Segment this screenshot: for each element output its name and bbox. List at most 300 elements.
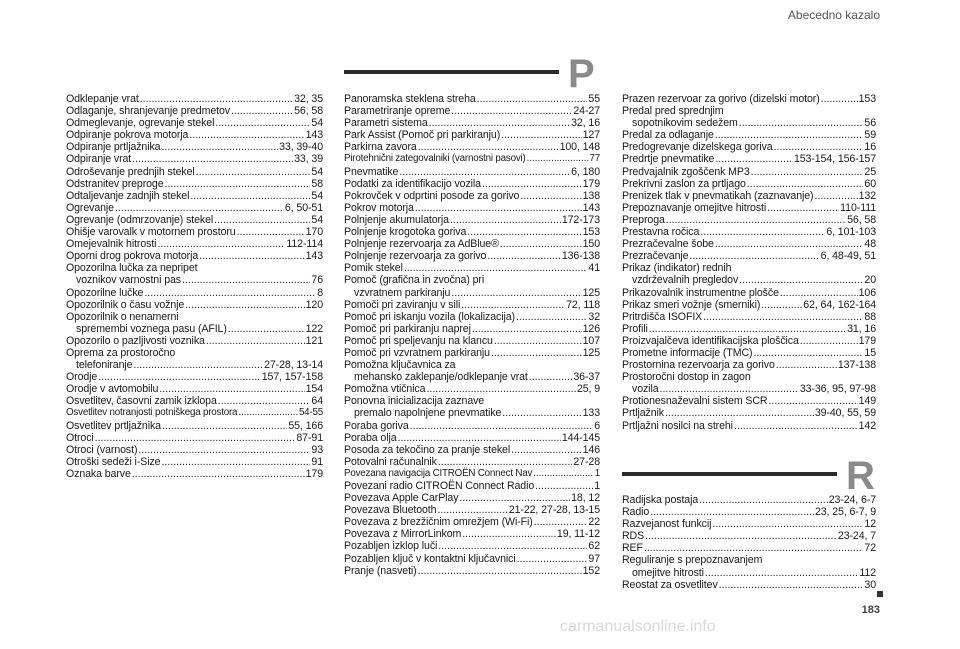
index-column-r xyxy=(622,494,876,591)
entry-pages: 54 xyxy=(311,165,323,178)
index-entry xyxy=(622,202,876,214)
dot-leader xyxy=(161,141,278,153)
index-entry xyxy=(344,214,600,226)
index-subentry xyxy=(622,383,876,395)
index-entry xyxy=(344,516,600,528)
entry-pages: 120 xyxy=(305,298,323,311)
entry-term: RDS xyxy=(622,530,645,543)
index-entry xyxy=(66,335,323,347)
dot-leader xyxy=(800,335,858,347)
entry-pages: 1 xyxy=(594,480,600,492)
entry-pages: 150 xyxy=(582,238,600,251)
letter-r-heading: R xyxy=(846,454,875,498)
dot-leader xyxy=(228,323,305,335)
entry-pages: 33, 39-40 xyxy=(279,141,323,154)
index-entry xyxy=(622,407,876,419)
dot-leader xyxy=(161,456,310,468)
dot-leader xyxy=(115,202,284,214)
entry-term: Predvajalnik zgoščenk MP3 xyxy=(622,165,750,178)
entry-term: Polnjenje rezervoarja za AdBlue® xyxy=(344,238,499,251)
entry-term: spremembi voznega pasu (AFIL) xyxy=(76,322,227,335)
index-entry xyxy=(66,420,323,432)
dot-leader xyxy=(715,238,864,250)
dot-leader xyxy=(705,567,859,579)
entry-term: Povezana navigacija CITROËN Connect Nav xyxy=(344,467,533,479)
entry-term: Podatki za identifikacijo vozila xyxy=(344,177,481,190)
entry-term: Pomoč pri parkiranju naprej xyxy=(344,322,471,335)
dot-leader xyxy=(404,262,588,274)
index-entry xyxy=(622,178,876,190)
index-entry xyxy=(344,238,600,250)
dot-leader xyxy=(502,407,581,419)
entry-pages: 64 xyxy=(311,395,323,408)
index-entry xyxy=(344,262,600,274)
entry-term: premalo napolnjene pnevmatike xyxy=(354,407,502,420)
index-entry xyxy=(344,528,600,540)
dot-leader xyxy=(418,141,559,153)
entry-term: Prometne informacije (TMC) xyxy=(622,346,753,359)
entry-pages: 153 xyxy=(582,226,600,239)
entry-term: Pokrovček v odprtini posode za gorivo xyxy=(344,189,520,202)
entry-term: Pomoči pri zaviranju v sili xyxy=(344,298,461,311)
dot-leader xyxy=(703,311,863,323)
index-entry xyxy=(622,311,876,323)
index-entry xyxy=(344,129,600,141)
index-entry-heading: Opozorilna lučka za nepripet xyxy=(66,262,198,275)
dot-leader xyxy=(238,407,298,419)
dot-leader xyxy=(429,117,570,129)
dot-leader xyxy=(689,250,819,262)
entry-term: Pritrdišča ISOFIX xyxy=(622,310,703,323)
entry-term: Pomik stekel xyxy=(344,262,403,275)
index-entry xyxy=(344,444,600,456)
index-entry xyxy=(622,335,876,347)
dot-leader xyxy=(98,371,261,383)
entry-term: Parametri sistema xyxy=(344,117,428,130)
index-entry xyxy=(66,178,323,190)
index-entry-heading: Oprema za prostoročno xyxy=(66,346,176,359)
entry-term: Odpiranje pokrova motorja xyxy=(66,129,189,142)
index-entry xyxy=(622,518,876,530)
entry-term: Prezračevanje xyxy=(622,250,689,263)
entry-term: Profili xyxy=(622,322,648,335)
entry-pages: 149 xyxy=(858,395,876,408)
index-entry-heading: Pomožna ključavnica za xyxy=(344,359,456,372)
index-entry xyxy=(622,141,876,153)
index-entry xyxy=(622,153,876,165)
index-entry xyxy=(344,141,600,153)
index-entry xyxy=(622,420,876,432)
entry-term: Pomoč pri speljevanju na klancu xyxy=(344,334,493,347)
dot-leader xyxy=(700,226,825,238)
index-entry xyxy=(622,530,876,542)
dot-leader xyxy=(199,250,304,262)
index-column-1 xyxy=(66,93,323,480)
entry-pages: 112 xyxy=(859,566,876,579)
index-entry xyxy=(344,153,600,165)
dot-leader xyxy=(159,383,304,395)
entry-term: Poraba olja xyxy=(344,431,397,444)
index-subentry xyxy=(344,371,600,383)
entry-term: Orodje v avtomobilu xyxy=(66,383,159,396)
entry-term: Povezava Bluetooth xyxy=(344,504,437,517)
entry-term: Ohišje varovalk v motornem prostoru xyxy=(66,226,236,239)
entry-term: Panoramska steklena streha xyxy=(344,93,476,105)
dot-leader xyxy=(645,530,837,542)
dot-leader xyxy=(712,518,863,530)
index-entry-heading: Opozorilnik o nenamerni xyxy=(66,310,179,323)
dot-leader xyxy=(753,347,863,359)
index-entry xyxy=(622,359,876,371)
index-entry xyxy=(66,468,323,480)
dot-leader xyxy=(715,129,864,141)
entry-term: Pokrov motorja xyxy=(344,201,414,214)
entry-pages: 36-37 xyxy=(573,371,600,384)
dot-leader xyxy=(398,432,561,444)
entry-term: Radio xyxy=(622,506,650,519)
entry-term: Odklepanje vrat xyxy=(66,93,139,105)
index-entry xyxy=(66,190,323,202)
entry-pages: 112-114 xyxy=(286,238,323,251)
dot-leader xyxy=(218,395,311,407)
index-subentry xyxy=(622,567,876,579)
entry-term: Prostornina rezervoarja za gorivo xyxy=(622,359,775,372)
entry-pages: 72, 118 xyxy=(566,298,600,311)
entry-term: Odlaganje, shranjevanje predmetov xyxy=(66,105,230,118)
entry-pages: 126 xyxy=(582,322,600,335)
dot-leader xyxy=(467,226,581,238)
entry-pages: 142 xyxy=(858,419,876,432)
entry-term: Opozorilne lučke xyxy=(66,286,144,299)
entry-pages: 125 xyxy=(582,286,600,299)
entry-term: Opozorilo o pazljivosti voznika xyxy=(66,334,205,347)
index-entry xyxy=(344,432,600,444)
dot-leader xyxy=(761,299,802,311)
entry-pages: 72 xyxy=(864,542,876,555)
dot-leader xyxy=(459,492,570,504)
entry-pages: 1 xyxy=(594,467,600,479)
entry-term: Predrtje pnevmatike xyxy=(622,153,715,166)
entry-pages: 93 xyxy=(311,443,323,456)
dot-leader xyxy=(144,287,316,299)
index-entry xyxy=(66,202,323,214)
entry-pages: 32 xyxy=(588,310,600,323)
index-entry xyxy=(66,117,323,129)
dot-leader xyxy=(815,190,858,202)
index-subentry xyxy=(66,274,323,286)
entry-term: voznikov varnostni pas xyxy=(76,274,181,287)
entry-pages: 27-28 xyxy=(573,455,600,468)
dot-leader xyxy=(739,274,863,286)
entry-pages: 170 xyxy=(305,226,323,239)
dot-leader xyxy=(517,553,588,565)
entry-term: vozila xyxy=(632,383,659,396)
entry-pages: 143 xyxy=(305,250,323,263)
entry-pages: 6, 180 xyxy=(571,165,600,178)
dot-leader xyxy=(450,214,561,226)
entry-pages: 6 xyxy=(594,419,600,432)
index-subentry xyxy=(66,359,323,371)
index-entry xyxy=(622,214,876,226)
dot-leader xyxy=(529,371,573,383)
dot-leader xyxy=(774,141,864,153)
entry-term: Povezava Apple CarPlay xyxy=(344,492,459,505)
entry-term: Oporni drog pokrova motorja xyxy=(66,250,199,263)
entry-term: Odpiranje vrat xyxy=(66,153,132,166)
entry-pages: 138 xyxy=(582,189,600,202)
entry-term: vzdrževalnih pregledov xyxy=(632,274,739,287)
entry-pages: 153 xyxy=(858,93,876,105)
index-entry xyxy=(66,444,323,456)
entry-term: Orodje xyxy=(66,371,98,384)
index-entry-heading: Predal pred sprednjim xyxy=(622,105,724,118)
index-entry xyxy=(344,299,600,311)
index-entry xyxy=(344,504,600,516)
dot-leader xyxy=(214,214,310,226)
entry-term: Pnevmatike xyxy=(344,165,399,178)
dot-leader xyxy=(189,129,304,141)
index-entry xyxy=(622,287,876,299)
entry-term: Parkirna zavora xyxy=(344,141,417,154)
entry-term: REF xyxy=(622,542,643,555)
entry-pages: 136-138 xyxy=(561,250,600,263)
entry-term: Pranje (nasveti) xyxy=(344,564,417,577)
entry-pages: 54 xyxy=(311,117,323,130)
index-subentry xyxy=(344,407,600,419)
index-entry-heading: Prikaz (indikator) rednih xyxy=(622,262,732,275)
entry-pages: 22 xyxy=(588,516,600,529)
entry-term: Odstranitev preproge xyxy=(66,177,164,190)
index-entry xyxy=(66,371,323,383)
index-entry xyxy=(344,565,600,577)
dot-leader xyxy=(133,359,263,371)
dot-leader xyxy=(767,202,839,214)
dot-leader xyxy=(751,166,864,178)
entry-term: Pozabljen izklop luči xyxy=(344,540,438,553)
entry-term: Otroci xyxy=(66,431,94,444)
index-entry xyxy=(344,383,600,395)
entry-pages: 106 xyxy=(858,286,876,299)
dot-leader xyxy=(162,420,287,432)
index-entry xyxy=(344,250,600,262)
entry-pages: 6, 101-103 xyxy=(826,226,876,239)
page-number: 183 xyxy=(861,604,880,616)
corner-marker xyxy=(877,591,883,597)
entry-pages: 76 xyxy=(311,274,323,287)
entry-pages: 143 xyxy=(305,129,323,142)
entry-pages: 20 xyxy=(864,274,876,287)
entry-pages: 87-91 xyxy=(296,431,323,444)
dot-leader xyxy=(715,153,793,165)
index-entry xyxy=(66,129,323,141)
dot-leader xyxy=(418,565,582,577)
dot-leader xyxy=(140,93,293,105)
entry-pages: 91 xyxy=(311,455,323,468)
letter-p-bar xyxy=(344,70,559,74)
entry-term: Pozabljen ključ v kontaktni ključavnici xyxy=(344,552,516,565)
index-entry xyxy=(344,311,600,323)
dot-leader xyxy=(482,178,582,190)
dot-leader xyxy=(494,335,582,347)
entry-term: sopotnikovim sedežem xyxy=(632,117,738,130)
entry-pages: 157, 157-158 xyxy=(261,371,323,384)
entry-term: Poraba goriva xyxy=(344,419,409,432)
entry-pages: 6, 50-51 xyxy=(284,201,323,214)
dot-leader xyxy=(644,542,864,554)
entry-term: Preproga xyxy=(622,213,665,226)
index-entry xyxy=(66,226,323,238)
index-column-3 xyxy=(622,93,876,432)
entry-pages: 172-173 xyxy=(561,213,600,226)
entry-term: Omejevalnik hitrosti xyxy=(66,238,157,251)
index-subentry xyxy=(622,117,876,129)
dot-leader xyxy=(415,202,582,214)
entry-pages: 56 xyxy=(864,117,876,130)
entry-term: Povezani radio CITROËN Connect Radio xyxy=(344,480,535,492)
dot-leader xyxy=(231,105,293,117)
index-entry xyxy=(66,153,323,165)
entry-pages: 60 xyxy=(864,177,876,190)
dot-leader xyxy=(533,468,594,480)
dot-leader xyxy=(138,444,310,456)
dot-leader xyxy=(491,347,582,359)
index-entry xyxy=(66,407,323,419)
dot-leader xyxy=(516,311,587,323)
entry-term: Prtljažnik xyxy=(622,407,664,420)
dot-leader xyxy=(472,323,582,335)
dot-leader xyxy=(501,129,581,141)
entry-pages: 152 xyxy=(582,564,600,577)
entry-pages: 31, 16 xyxy=(847,322,876,335)
dot-leader xyxy=(132,468,305,480)
dot-leader xyxy=(451,287,581,299)
entry-term: Parametriranje opreme xyxy=(344,105,451,118)
entry-pages: 122 xyxy=(305,322,323,335)
dot-leader xyxy=(821,93,858,105)
entry-pages: 54-55 xyxy=(298,407,323,419)
entry-term: Razvejanost funkcij xyxy=(622,518,712,531)
index-entry xyxy=(66,238,323,250)
entry-pages: 23, 25, 6-7, 9 xyxy=(814,506,876,519)
index-entry-heading: Pomoč (grafična in zvočna) pri xyxy=(344,274,485,287)
entry-pages: 33-36, 95, 97-98 xyxy=(799,383,876,396)
entry-term: Polnjenje akumulatorja xyxy=(344,213,449,226)
entry-term: Park Assist (Pomoč pri parkiranju) xyxy=(344,129,501,142)
index-entry xyxy=(344,347,600,359)
index-entry xyxy=(622,166,876,178)
entry-term: Osvetlitev prtljažnika xyxy=(66,419,161,432)
entry-pages: 121 xyxy=(305,334,323,347)
entry-pages: 56, 58 xyxy=(847,213,876,226)
dot-leader xyxy=(95,432,296,444)
index-entry-heading: Reguliranje s prepoznavanjem xyxy=(622,554,763,567)
index-entry xyxy=(344,105,600,117)
index-entry xyxy=(66,395,323,407)
index-entry xyxy=(622,395,876,407)
entry-pages: 97 xyxy=(588,552,600,565)
section-title: Abecedno kazalo xyxy=(787,8,880,22)
entry-term: Prikazovalnik instrumentne plošče xyxy=(622,286,779,299)
entry-term: Pomožna vtičnica xyxy=(344,383,426,396)
dot-leader xyxy=(666,214,846,226)
entry-pages: 137-138 xyxy=(837,359,876,372)
letter-p-heading: P xyxy=(568,52,595,96)
entry-pages: 62 xyxy=(588,540,600,553)
letter-r-bar xyxy=(622,472,837,476)
index-entry xyxy=(66,214,323,226)
dot-leader xyxy=(649,323,846,335)
index-subentry xyxy=(66,323,323,335)
entry-term: Posoda za tekočino za pranje stekel xyxy=(344,443,511,456)
entry-pages: 179 xyxy=(582,177,600,190)
entry-pages: 100, 148 xyxy=(559,141,600,154)
index-entry xyxy=(66,166,323,178)
entry-pages: 107 xyxy=(582,334,600,347)
index-entry xyxy=(622,238,876,250)
index-entry xyxy=(344,166,600,178)
entry-pages: 32, 16 xyxy=(571,117,600,130)
dot-leader xyxy=(462,528,556,540)
index-entry xyxy=(622,347,876,359)
entry-term: Reostat za osvetlitev xyxy=(622,578,718,591)
entry-term: Povezava z MirrorLinkom xyxy=(344,528,462,541)
entry-pages: 25, 9 xyxy=(576,383,600,396)
dot-leader xyxy=(535,480,593,492)
index-entry xyxy=(66,383,323,395)
dot-leader xyxy=(426,383,576,395)
entry-pages: 8 xyxy=(317,286,323,299)
dot-leader xyxy=(438,456,573,468)
entry-term: Ogrevanje (odmrzovanje) stekel xyxy=(66,213,214,226)
entry-pages: 12 xyxy=(864,518,876,531)
index-entry xyxy=(344,190,600,202)
entry-pages: 127 xyxy=(582,129,600,142)
entry-term: Prazen rezervoar za gorivo (dizelski motor) xyxy=(622,93,820,105)
entry-term: mehansko zaklepanje/odklepanje vrat xyxy=(354,371,528,384)
index-entry xyxy=(344,480,600,492)
entry-term: Radijska postaja xyxy=(622,494,699,506)
dot-leader xyxy=(719,579,864,591)
dot-leader xyxy=(196,166,311,178)
entry-term: Prestavna ročica xyxy=(622,226,700,239)
entry-pages: 133 xyxy=(582,407,600,420)
entry-term: Prenizek tlak v pnevmatikah (zaznavanje) xyxy=(622,189,814,202)
dot-leader xyxy=(747,178,864,190)
entry-pages: 54 xyxy=(311,189,323,202)
dot-leader xyxy=(157,238,285,250)
index-entry xyxy=(344,468,600,480)
dot-leader xyxy=(132,153,293,165)
index-entry xyxy=(622,542,876,554)
entry-pages: 154 xyxy=(305,383,323,396)
index-entry-heading: Prostoročni dostop in zagon xyxy=(622,371,751,384)
dot-leader xyxy=(410,420,594,432)
index-entry xyxy=(344,335,600,347)
entry-pages: 58 xyxy=(311,177,323,190)
entry-pages: 62, 64, 162-164 xyxy=(803,298,876,311)
dot-leader xyxy=(185,299,304,311)
entry-term: omejitve hitrosti xyxy=(632,566,704,579)
dot-leader xyxy=(487,250,560,262)
index-column-2 xyxy=(344,93,600,577)
index-entry xyxy=(344,226,600,238)
dot-leader xyxy=(650,506,814,518)
dot-leader xyxy=(437,504,507,516)
entry-term: Prekrivni zaslon za prtljago xyxy=(622,177,746,190)
dot-leader xyxy=(190,190,310,202)
index-entry xyxy=(622,226,876,238)
index-entry xyxy=(344,420,600,432)
